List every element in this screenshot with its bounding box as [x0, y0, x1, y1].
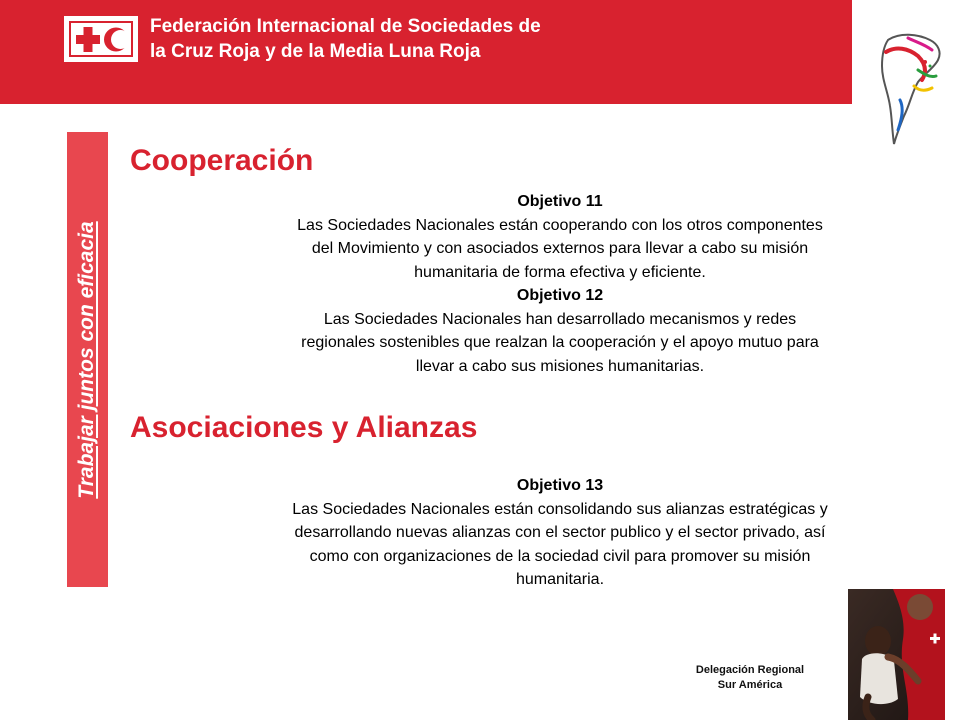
objective-text-line: Las Sociedades Nacionales han desarrollado mecanismos y redes — [323, 310, 797, 328]
objective-text-line: desarrollando nuevas alianzas con el sector publico y el sector privado, así — [294, 524, 826, 541]
footer-line1: Delegación Regional — [695, 664, 805, 676]
section-asociaciones-body — [236, 474, 884, 592]
organization-title-line2: la Cruz Roja y de la Media Luna Roja — [150, 41, 481, 62]
objective-text-line: regionales sostenibles que realzan la cooperación y el apoyo mutuo para — [301, 334, 819, 351]
objective-text-line: del Movimiento y con asociados externos para llevar a cabo su misión — [311, 240, 809, 257]
objective-text-line: llevar a cabo sus misiones humanitarias. — [415, 357, 705, 375]
objective-text-line: humanitaria de forma efectiva y eficiente. — [414, 263, 706, 281]
south-america-map-logo — [878, 30, 944, 148]
logo-emblem — [64, 16, 138, 62]
volunteer-child-photo — [848, 589, 945, 720]
footer-line2: Sur América — [717, 679, 783, 691]
objective-title: Objetivo 13 — [516, 477, 604, 494]
objective-text-line: humanitaria. — [515, 571, 605, 588]
section-heading-asociaciones: Asociaciones y Alianzas — [130, 411, 478, 444]
footer-delegation — [670, 663, 830, 693]
side-label: Trabajar juntos con eficacia — [75, 221, 98, 499]
objective-text-line: Las Sociedades Nacionales están consolidando sus alianzas estratégicas y — [292, 500, 828, 518]
objective-text-line: Las Sociedades Nacionales están cooperando con los otros componentes — [297, 216, 823, 234]
red-cross-red-crescent-icon — [64, 16, 138, 62]
objective-title: Objetivo 11 — [517, 193, 603, 210]
section-cooperacion-body — [236, 190, 884, 378]
objective-text-line: como con organizaciones de la sociedad civil para promover su misión — [309, 547, 811, 565]
objective-title: Objetivo 12 — [516, 287, 604, 304]
header-banner — [0, 0, 960, 104]
section-heading-cooperacion: Cooperación — [130, 144, 314, 177]
organization-title — [150, 14, 541, 64]
organization-title-line1: Federación Internacional de Sociedades de — [150, 16, 541, 37]
